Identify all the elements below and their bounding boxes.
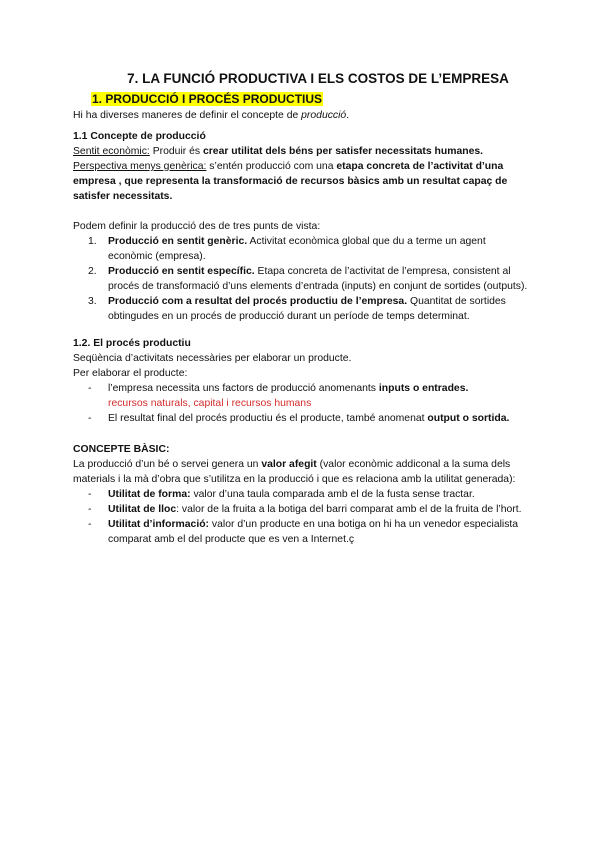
section-heading-produccio	[91, 92, 533, 107]
points-list	[73, 234, 533, 324]
proces-item-red: recursos naturals, capital i recursos humans	[108, 398, 312, 409]
heading-concepte: 1.1 Concepte de producció	[73, 131, 206, 142]
intro-text: Hi ha diverses maneres de definir el concepte de	[73, 110, 302, 121]
point-item	[73, 264, 533, 294]
utilitat-text: valor d’una taula comparada amb el de la fusta sense tractar.	[190, 489, 475, 500]
proces-line-1: Seqüència d’activitats necessàries per elaborar un producte.	[73, 353, 352, 364]
dash-marker: -	[88, 489, 92, 500]
utilitat-text: : valor de la fruita a la botiga del barri comparat amb el de la fruita de l’hort.	[176, 504, 522, 515]
point-item	[73, 294, 533, 324]
dash-marker: -	[88, 383, 92, 394]
point-text: Etapa concreta de l’activitat de l’empresa, consistent al procés de transformació d’uns elements d’entrada (inputs) en conjunt de sortides (outputs).	[108, 266, 528, 292]
points-intro: Podem definir la producció des de tres punts de vista:	[73, 221, 321, 232]
proces-item	[73, 381, 533, 411]
point-text: Quantitat de sortides obtingudes en un procés de producció durant un període de temps determinat.	[108, 296, 506, 322]
dash-marker: -	[88, 413, 92, 424]
intro-italic: producció	[301, 110, 347, 121]
intro-end: .	[346, 110, 350, 121]
dash-marker: -	[88, 504, 92, 515]
intro-paragraph	[73, 108, 533, 123]
point-bold: Producció com a resultat del procés productiu de l’empresa.	[108, 296, 408, 307]
page-title: 7. LA FUNCIÓ PRODUCTIVA I ELS COSTOS DE L’EMPRESA	[127, 71, 509, 86]
basic-text-1: La producció d’un bé o servei genera un	[73, 459, 262, 470]
heading-concepte-basic: CONCEPTE BÀSIC:	[73, 444, 170, 455]
proces-item-text: l’empresa necessita uns factors de producció anomenants	[108, 383, 379, 394]
sentit-economic-bold: crear utilitat dels béns per satisfer necessitats humanes.	[202, 146, 484, 157]
proces-line-2: Per elaborar el producte:	[73, 368, 188, 379]
proces-list	[73, 381, 533, 426]
point-bold: Producció en sentit específic.	[108, 266, 255, 277]
proces-item-bold: inputs o entrades.	[378, 383, 469, 394]
utilitat-item	[73, 487, 533, 502]
point-bold: Producció en sentit genèric.	[108, 236, 248, 247]
perspectiva-text: s’entén producció com una	[206, 161, 337, 172]
proces-item-text: El resultat final del procés productiu és el producte, també anomenat	[108, 413, 428, 424]
point-number: 2.	[88, 266, 97, 277]
heading-proces: 1.2. El procés productiu	[73, 338, 191, 349]
section-heading-text: 1. PRODUCCIÓ I PROCÉS PRODUCTIUS	[92, 92, 323, 106]
sentit-economic-text: Produir és	[149, 146, 203, 157]
sentit-economic-line	[73, 144, 533, 159]
perspectiva-label: Perspectiva menys genèrica:	[73, 161, 207, 172]
utilitat-bold: Utilitat de lloc	[108, 504, 177, 515]
utilitat-item	[73, 502, 533, 517]
point-text: Activitat econòmica global que du a terme un agent econòmic (empresa).	[108, 236, 486, 262]
basic-text-2: (valor econòmic addiconal a la suma dels materials i la mà d’obra que s’utilitza en la producció i que es relaciona amb la utilitat generada):	[73, 459, 516, 485]
utilitat-text: valor d’un producte en una botiga on hi ha un venedor especialista comparat amb el del producte que es ven a Internet.ç	[108, 519, 519, 545]
basic-paragraph	[73, 457, 533, 487]
proces-item	[73, 411, 533, 426]
point-number: 3.	[88, 296, 97, 307]
document-content	[73, 70, 533, 547]
perspectiva-bold-1: etapa concreta de l’activitat d’una empresa	[73, 161, 504, 187]
utilitat-item	[73, 517, 533, 547]
sentit-economic-label: Sentit econòmic:	[73, 146, 150, 157]
basic-bold: valor afegit	[261, 459, 317, 470]
point-item	[73, 234, 533, 264]
utilitat-list	[73, 487, 533, 547]
proces-item-bold: output o sortida.	[427, 413, 510, 424]
perspectiva-bold-2: , que representa la transformació de recursos bàsics amb un resultat capaç de satisfer necessitats.	[73, 176, 508, 202]
utilitat-bold: Utilitat de forma:	[108, 489, 191, 500]
dash-marker: -	[88, 519, 92, 530]
spacer	[73, 204, 533, 219]
utilitat-bold: Utilitat d’informació:	[108, 519, 210, 530]
perspectiva-paragraph	[73, 159, 533, 204]
point-number: 1.	[88, 236, 97, 247]
